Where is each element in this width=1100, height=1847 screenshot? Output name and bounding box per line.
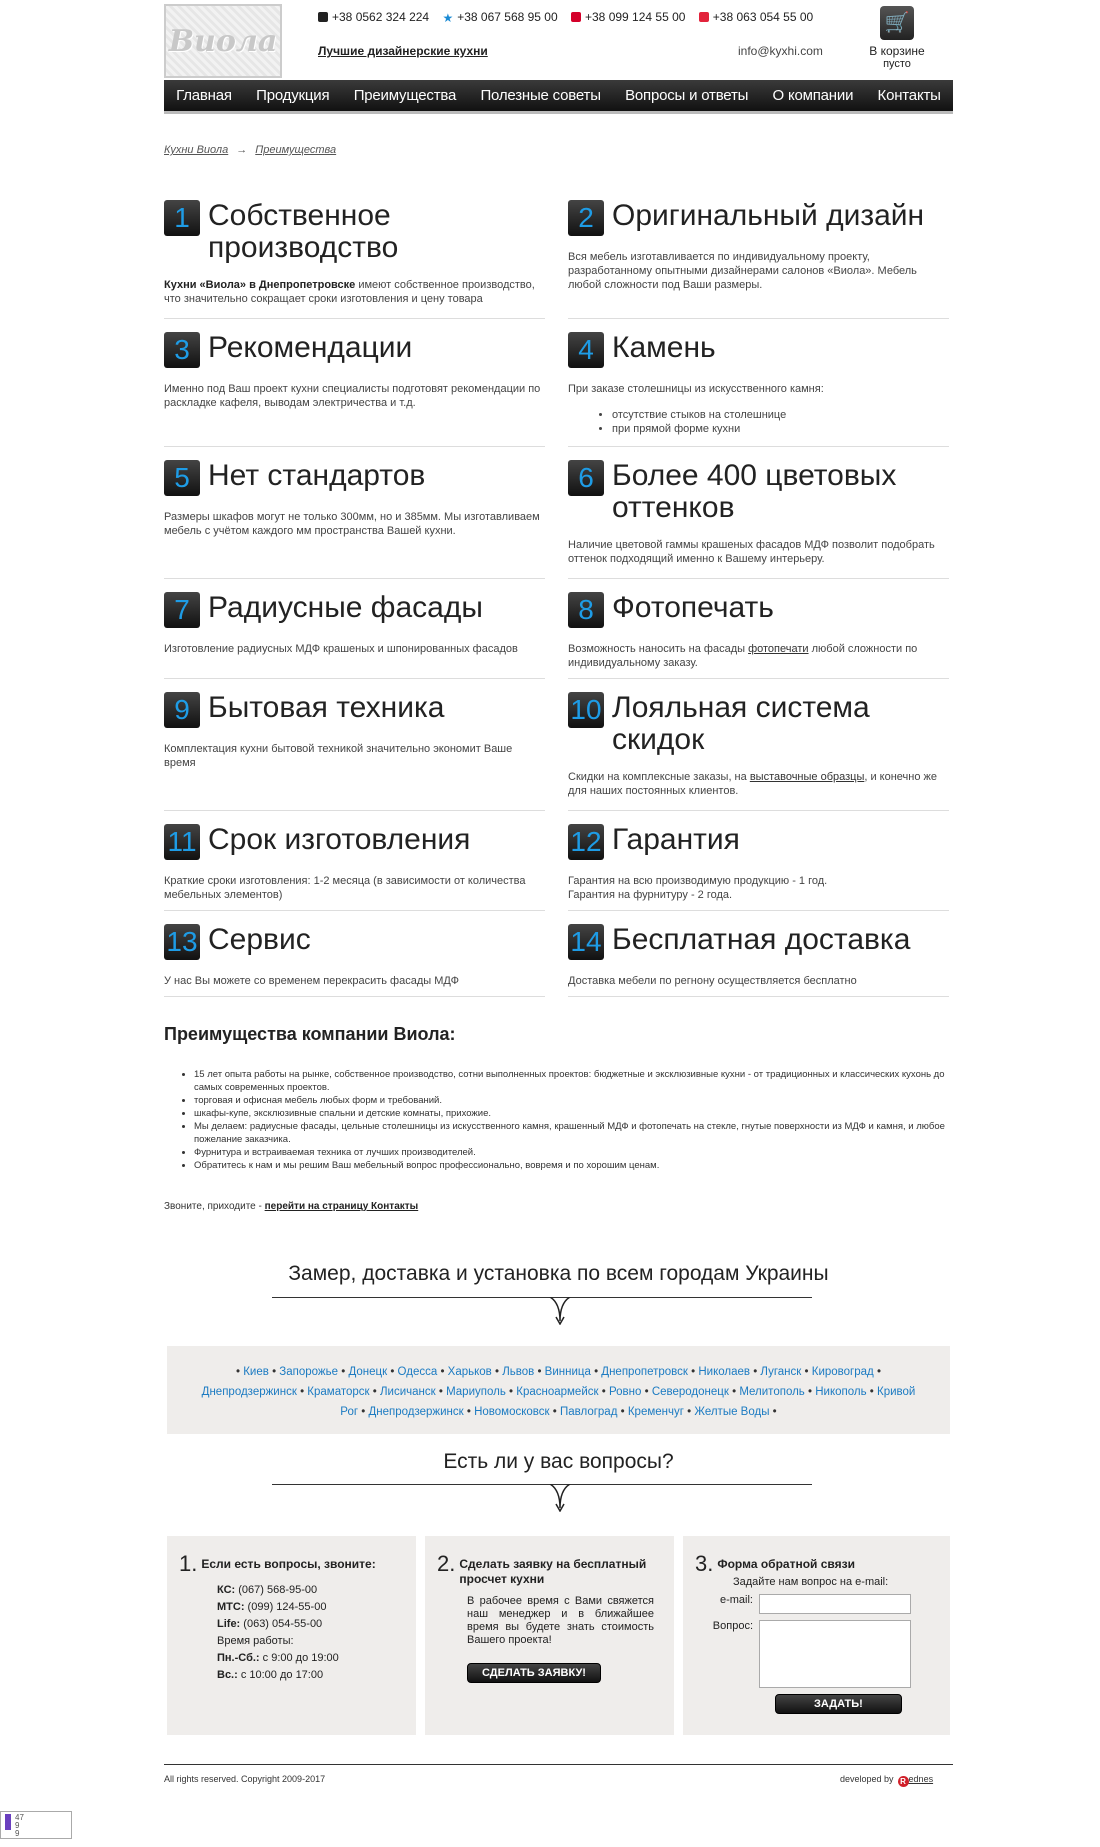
- nav-advantages[interactable]: Преимущества: [353, 87, 457, 104]
- hours-title: Время работы:: [217, 1635, 294, 1647]
- questions-divider: [272, 1484, 812, 1485]
- feature-2: [568, 200, 949, 292]
- question-textarea[interactable]: [759, 1620, 911, 1688]
- box-number: 3.: [695, 1551, 714, 1576]
- city-link[interactable]: Харьков: [447, 1366, 492, 1378]
- box-number: 2.: [437, 1551, 456, 1576]
- box-title: Форма обратной связи: [717, 1557, 855, 1571]
- divider: [164, 910, 545, 911]
- copyright: All rights reserved. Copyright 2009-2017: [164, 1774, 326, 1784]
- cart-status-line2: пусто: [883, 58, 911, 70]
- delivery-divider: [272, 1297, 812, 1298]
- breadcrumb: [164, 144, 336, 156]
- divider: [568, 318, 949, 319]
- divider: [164, 578, 545, 579]
- logo-text: Виола: [168, 23, 278, 59]
- city-link[interactable]: Донецк: [348, 1366, 388, 1378]
- feature-title: Оригинальный дизайн: [612, 199, 925, 232]
- feature-number: 6: [568, 460, 604, 496]
- feedback-box: [683, 1536, 950, 1735]
- city-link[interactable]: Николаев: [698, 1366, 750, 1378]
- feature-number: 3: [164, 332, 200, 368]
- feature-number: 2: [568, 200, 604, 236]
- developer-credit[interactable]: developed by R ednes: [840, 1774, 934, 1786]
- feature-desc: Доставка мебели по регнону осуществляется бесплатно: [568, 975, 857, 987]
- email-label: e-mail:: [719, 1594, 753, 1606]
- questions-title: Есть ли у вас вопросы?: [443, 1450, 674, 1473]
- nav-tips[interactable]: Полезные советы: [480, 87, 601, 104]
- phone-2: ★ +38 067 568 95 00: [442, 10, 558, 25]
- phone-3: +38 099 124 55 00: [571, 10, 685, 24]
- rednes-logo-icon: R: [898, 1776, 909, 1787]
- hours-line: Вс.: с 10:00 до 17:00: [217, 1669, 324, 1681]
- feature-8: [568, 592, 949, 670]
- feature-title: Сервис: [208, 923, 311, 956]
- delivery-title: Замер, доставка и установка по всем городам Украины: [288, 1262, 829, 1285]
- feature-title: Гарантия: [612, 823, 740, 856]
- city-link[interactable]: Краматорск: [307, 1386, 370, 1398]
- phone-icon: [318, 12, 328, 22]
- phone-1: +38 0562 324 224: [318, 10, 429, 24]
- city-link[interactable]: Северодонецк: [651, 1386, 729, 1398]
- header-email: info@kyxhi.com: [738, 44, 823, 58]
- feature-desc: У нас Вы можете со временем перекрасить фасады МДФ: [164, 975, 459, 987]
- city-link[interactable]: Желтые Воды: [694, 1406, 770, 1418]
- nav-faq[interactable]: Вопросы и ответы: [625, 87, 749, 104]
- photoprint-link[interactable]: фотопечати: [748, 643, 809, 655]
- breadcrumb-arrow: →: [236, 144, 248, 156]
- city-link[interactable]: Красноармейск: [516, 1386, 599, 1398]
- make-order-button[interactable]: СДЕЛАТЬ ЗАЯВКУ!: [467, 1663, 601, 1683]
- city-link[interactable]: Кременчуг: [627, 1406, 684, 1418]
- divider: [164, 446, 545, 447]
- counter-logo-icon: [5, 1814, 11, 1830]
- kyivstar-icon: ★: [442, 11, 454, 25]
- city-link[interactable]: Мелитополь: [739, 1386, 805, 1398]
- ask-button[interactable]: ЗАДАТЬ!: [775, 1694, 902, 1714]
- city-link[interactable]: Кировоград: [811, 1366, 874, 1378]
- phone-line: МТС: (099) 124-55-00: [217, 1601, 327, 1613]
- city-link[interactable]: Днепродзержинск: [368, 1406, 464, 1418]
- list-item: • Мы делаем: радиусные фасады, цельные столешницы из искусственного камня, крашенный МДФ и фотопечать на стекле, гнутые поверхности из МДФ и камня, и любое пожелание заказчика.: [194, 1120, 953, 1146]
- feature-4: [568, 332, 949, 436]
- site-logo[interactable]: [164, 4, 282, 78]
- feature-number: 14: [568, 924, 604, 960]
- cart[interactable]: [864, 6, 930, 70]
- life-icon: [699, 12, 709, 22]
- list-item: • 15 лет опыта работы на рынке, собственное производство, сотни выполненных проектов: бюджетные и эксклюзивные кухни - от традиционных и классических кухонь до самых современных проектов.: [194, 1068, 953, 1094]
- breadcrumb-current[interactable]: Преимущества: [255, 144, 337, 156]
- feature-number: 13: [164, 924, 200, 960]
- cart-icon[interactable]: 🛒: [880, 6, 914, 40]
- divider: [164, 996, 545, 997]
- city-link[interactable]: Запорожье: [279, 1366, 339, 1378]
- nav-about[interactable]: О компании: [772, 87, 854, 104]
- feature-number: 1: [164, 200, 200, 236]
- feature-title: Собственное производство: [208, 199, 399, 264]
- divider: [568, 910, 949, 911]
- feature-number: 11: [164, 824, 200, 860]
- showroom-samples-link[interactable]: выставочные образцы: [749, 771, 865, 783]
- feature-12: [568, 824, 949, 902]
- cart-status-line1: В корзине: [869, 44, 925, 58]
- feature-title: Срок изготовления: [208, 823, 471, 856]
- divider: [568, 446, 949, 447]
- visit-counter[interactable]: 47 9 9: [0, 1811, 72, 1839]
- breadcrumb-home[interactable]: Кухни Виола: [164, 144, 229, 156]
- box-title: Если есть вопросы, звоните:: [201, 1557, 376, 1571]
- list-item: • при прямой форме кухни: [612, 422, 949, 436]
- feature-list: [568, 408, 949, 436]
- feature-number: 5: [164, 460, 200, 496]
- hours-line: Пн.-Сб.: с 9:00 до 19:00: [217, 1652, 339, 1664]
- feature-1: [164, 200, 545, 306]
- city-link[interactable]: Винница: [544, 1366, 591, 1378]
- feature-title: Фотопечать: [612, 591, 774, 624]
- phone-line: Life: (063) 054-55-00: [217, 1618, 323, 1630]
- city-link[interactable]: Луганск: [760, 1366, 802, 1378]
- city-link[interactable]: Новомосковск: [474, 1406, 550, 1418]
- city-link[interactable]: Львов: [502, 1366, 535, 1378]
- phone-4: +38 063 054 55 00: [699, 10, 813, 24]
- feature-desc: Возможность наносить на фасады фотопечати любой сложности по индивидуальному заказу.: [568, 643, 918, 669]
- list-item: • Фурнитура и встраиваемая техника от лучших производителей.: [194, 1146, 953, 1159]
- order-text: В рабочее время с Вами свяжется наш менеджер и в ближайшее время вы будете знать стоимость Вашего проекта!: [467, 1595, 654, 1646]
- feature-3: [164, 332, 545, 410]
- list-item: • отсутствие стыков на столешнице: [612, 408, 949, 422]
- company-advantages-list: [164, 1068, 953, 1172]
- list-item: • торговая и офисная мебель любых форм и требований.: [194, 1094, 953, 1107]
- feature-number: 8: [568, 592, 604, 628]
- divider: [164, 318, 545, 319]
- feature-number: 12: [568, 824, 604, 860]
- order-box: [425, 1536, 674, 1735]
- phone-line: КС: (067) 568-95-00: [217, 1584, 318, 1596]
- feedback-subtitle: Задайте нам вопрос на e-mail:: [733, 1576, 889, 1588]
- divider: [568, 678, 949, 679]
- feature-10: [568, 692, 949, 798]
- cities-list: • Киев • Запорожье • Донецк • Одесса • Харьков • Львов • Винница • Днепропетровск • Николаев • Луганск • Кировоград • Днепродзержинск • Краматорск • Лисичанск • Мариуполь • Красноармейск • Ровно • Северодонецк • Мелитополь • Никополь • Кривой Рог • Днепродзержинск • Новомосковск • Павлоград • Кременчуг • Желтые Воды •: [167, 1346, 950, 1434]
- divider: [164, 810, 545, 811]
- feature-title: Камень: [612, 331, 716, 364]
- header-phones: [318, 10, 823, 25]
- city-link[interactable]: Днепродзержинск: [201, 1386, 297, 1398]
- feature-title: Лояльная система скидок: [612, 691, 870, 756]
- city-link[interactable]: Днепропетровск: [601, 1366, 688, 1378]
- feature-14: [568, 924, 949, 988]
- feature-number: 10: [568, 692, 604, 728]
- feature-title: Более 400 цветовых оттенков: [612, 459, 897, 524]
- list-item: • шкафы-купе, эксклюзивные спальни и детские комнаты, прихожие.: [194, 1107, 953, 1120]
- city-link[interactable]: Никополь: [815, 1386, 867, 1398]
- main-nav: [164, 80, 953, 114]
- contacts-page-link[interactable]: перейти на страницу Контакты: [264, 1201, 419, 1212]
- city-link[interactable]: Лисичанск: [379, 1386, 436, 1398]
- feature-desc: Кухни «Виола» в Днепропетровске имеют собственное производство, что значительно сокращает сроки изготовления и цену товара: [164, 279, 535, 305]
- feature-desc: Гарантия на всю производимую продукцию - 1 год. Гарантия на фурнитуру - 2 года.: [568, 875, 828, 901]
- feature-title: Бытовая техника: [208, 691, 445, 724]
- feature-6: [568, 460, 949, 566]
- divider: [568, 810, 949, 811]
- feature-desc: Краткие сроки изготовления: 1-2 месяца (в зависимости от количества мебельных элементов): [164, 875, 526, 901]
- feature-title: Радиусные фасады: [208, 591, 483, 624]
- call-us-box: [167, 1536, 416, 1735]
- feature-number: 4: [568, 332, 604, 368]
- feature-desc: Скидки на комплексные заказы, на выставочные образцы, и конечно же для наших постоянных клиентов.: [568, 771, 938, 797]
- city-link[interactable]: Киев: [243, 1366, 269, 1378]
- company-title: Преимущества компании Виола:: [164, 1024, 456, 1044]
- mts-icon: [571, 12, 581, 22]
- feature-5: [164, 460, 545, 538]
- email-input[interactable]: [759, 1594, 911, 1614]
- feature-title: Нет стандартов: [208, 459, 426, 492]
- nav-products[interactable]: Продукция: [256, 87, 330, 104]
- nav-contacts[interactable]: Контакты: [877, 87, 941, 104]
- contacts-call: Звоните, приходите - перейти на страницу Контакты: [164, 1201, 419, 1212]
- city-link[interactable]: Одесса: [397, 1366, 438, 1378]
- nav-home[interactable]: Главная: [176, 87, 232, 104]
- footer-divider: [164, 1764, 953, 1765]
- city-link[interactable]: Мариуполь: [446, 1386, 506, 1398]
- city-link[interactable]: Ровно: [608, 1386, 642, 1398]
- city-link[interactable]: Кривой Рог: [340, 1386, 916, 1418]
- feature-desc: При заказе столешницы из искусственного камня: • отсутствие стыков на столешнице • при прямой форме кухни: [568, 382, 949, 436]
- slogan-link[interactable]: Лучшие дизайнерские кухни: [318, 44, 488, 58]
- feature-title: Бесплатная доставка: [612, 923, 911, 956]
- feature-desc: Размеры шкафов могут не только 300мм, но и 385мм. Мы изготавливаем мебель с учётом каждого мм пространства Вашей кухни.: [164, 511, 540, 537]
- divider: [568, 578, 949, 579]
- chevron-down-icon: [548, 1484, 572, 1512]
- feature-desc: Изготовление радиусных МДФ крашеных и шпонированных фасадов: [164, 643, 518, 655]
- divider: [568, 996, 949, 997]
- feature-7: [164, 592, 545, 656]
- question-label: Вопрос:: [712, 1620, 753, 1632]
- feature-desc: Наличие цветовой гаммы крашеных фасадов МДФ позволит подобрать оттенок подходящий именно к Вашему интерьеру.: [568, 539, 935, 565]
- box-number: 1.: [179, 1551, 198, 1576]
- feature-desc: Именно под Ваш проект кухни специалисты подготовят рекомендации по раскладке кафеля, выводам электричества и т.д.: [164, 383, 541, 409]
- chevron-down-icon: [548, 1297, 572, 1325]
- feature-9: [164, 692, 545, 770]
- feature-title: Рекомендации: [208, 331, 413, 364]
- feature-desc: Вся мебель изготавливается по индивидуальному проекту, разработанному опытными дизайнерами салонов «Виола». Мебель любой сложности под Ваши размеры.: [568, 251, 917, 291]
- list-item: • Обратитесь к нам и мы решим Ваш мебельный вопрос профессионально, вовремя и по хорошим ценам.: [194, 1159, 953, 1172]
- feature-number: 9: [164, 692, 200, 728]
- feature-number: 7: [164, 592, 200, 628]
- feature-13: [164, 924, 545, 988]
- feature-11: [164, 824, 545, 902]
- divider: [164, 678, 545, 679]
- box-title: Сделать заявку на бесплатный просчет кухни: [459, 1557, 647, 1586]
- city-link[interactable]: Павлоград: [559, 1406, 618, 1418]
- feature-desc: Комплектация кухни бытовой техникой значительно экономит Ваше время: [164, 743, 513, 769]
